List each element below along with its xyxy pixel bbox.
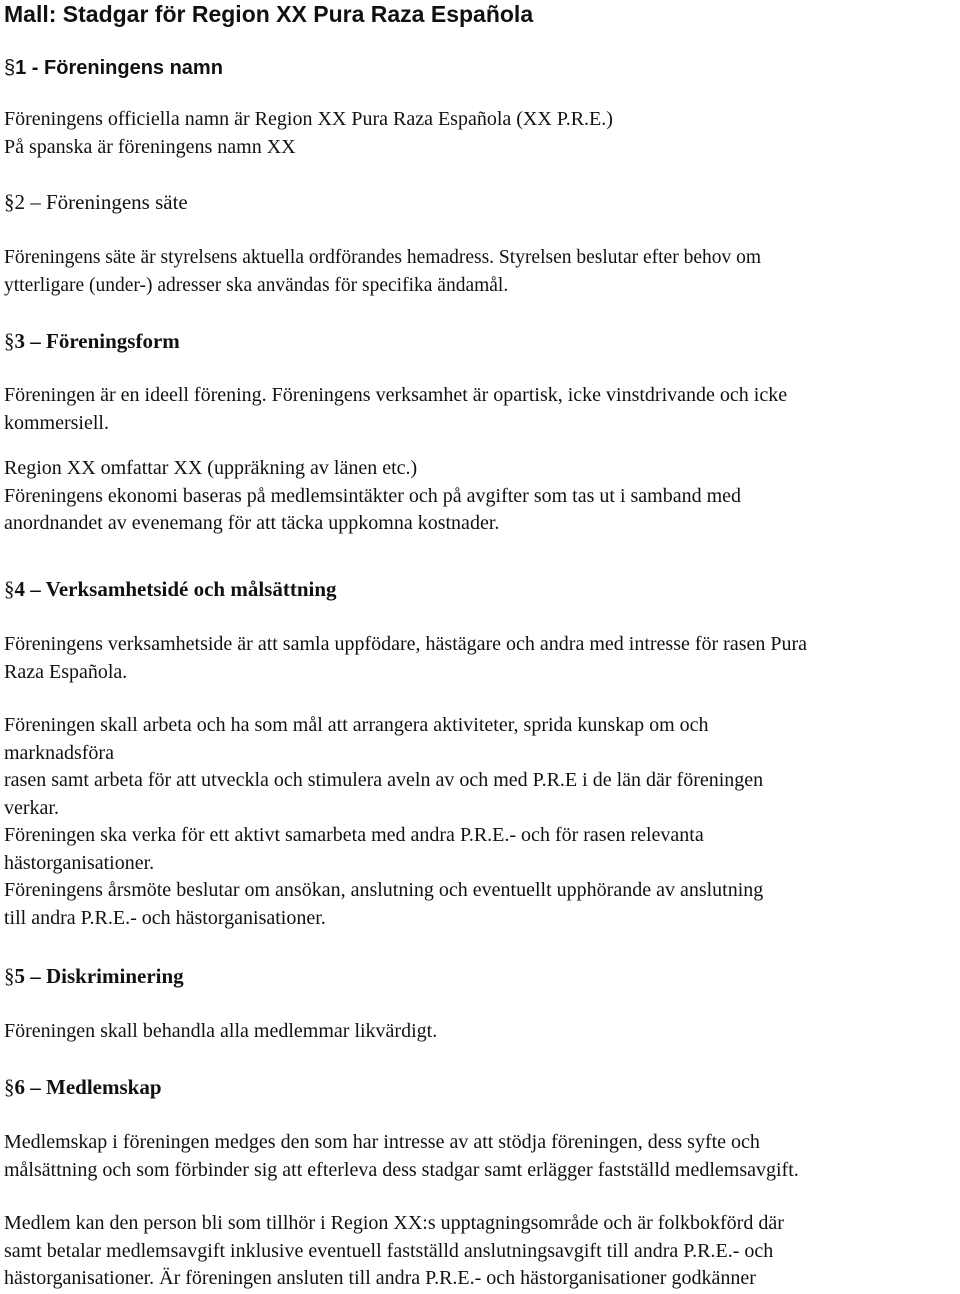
section-4-body	[4, 631, 807, 932]
paragraph-line: Raza Española.	[4, 660, 128, 683]
section-symbol: §	[4, 1075, 15, 1099]
paragraph-line: till andra P.R.E.- och hästorganisationer.	[4, 906, 326, 929]
paragraph-line: Föreningen skall behandla alla medlemmar likvärdigt.	[4, 1020, 438, 1042]
paragraph-line: Föreningen skall arbeta och ha som mål att arrangera aktiviteter, sprida kunskap om och	[4, 714, 709, 736]
section-5-title: 5 – Diskriminering	[14, 964, 184, 988]
section-4-title: 4 – Verksamhetsidé och målsättning	[14, 577, 337, 601]
document-title-wrap	[4, 0, 533, 28]
section-1-heading	[4, 54, 223, 82]
document-title: Mall: Stadgar för Region XX Pura Raza Española	[4, 1, 534, 27]
paragraph-line: kommersiell.	[4, 411, 109, 434]
section-symbol: §	[4, 57, 16, 79]
paragraph-line: rasen samt arbeta för att utveckla och stimulera aveln av och med P.R.E i de län där föreningen	[4, 769, 764, 791]
paragraph-line: Föreningen ska verka för ett aktivt samarbeta med andra P.R.E.- och för rasen relevanta	[4, 824, 704, 846]
paragraph-line: hästorganisationer.	[4, 851, 155, 874]
section-5-body	[4, 1018, 437, 1046]
paragraph-line: anordnandet av evenemang för att täcka uppkomna kostnader.	[4, 512, 500, 534]
section-symbol: §	[4, 190, 15, 214]
section-symbol: §	[4, 329, 15, 353]
section-2-body	[4, 244, 761, 299]
paragraph-line: verkar.	[4, 796, 59, 819]
section-3-title: 3 – Föreningsform	[14, 329, 180, 353]
paragraph-line: Region XX omfattar XX (uppräkning av länen etc.)	[4, 457, 418, 479]
paragraph-line: samt betalar medlemsavgift inklusive eventuell fastställd anslutningsavgift till andra P.R.E.- och	[4, 1239, 774, 1262]
paragraph-line: Föreningens verksamhetside är att samla uppfödare, hästägare och andra med intresse för rasen Pura	[4, 633, 808, 655]
section-6-heading	[4, 1073, 162, 1101]
section-2-title: 2 – Föreningens säte	[14, 190, 188, 214]
paragraph-line: Föreningens årsmöte beslutar om ansökan, anslutning och eventuellt upphörande av anslutning	[4, 879, 764, 901]
section-4-heading	[4, 575, 337, 603]
section-5-heading	[4, 962, 184, 990]
section-3-heading	[4, 327, 180, 355]
section-symbol: §	[4, 964, 15, 988]
section-2-heading	[4, 188, 188, 216]
paragraph-line: Föreningens säte är styrelsens aktuella ordförandes hemadress. Styrelsen beslutar efter behov om	[4, 247, 762, 268]
paragraph-line: Föreningens officiella namn är Region XX Pura Raza Española (XX P.R.E.)	[4, 108, 613, 130]
paragraph-line: Medlemskap i föreningen medges den som har intresse av att stödja föreningen, dess syfte och	[4, 1131, 760, 1153]
section-6-body	[4, 1129, 799, 1293]
paragraph-line: marknadsföra	[4, 741, 114, 764]
paragraph-line: Medlem kan den person bli som tillhör i Region XX:s upptagningsområde och är folkbokförd där	[4, 1212, 784, 1234]
section-3-body	[4, 382, 787, 538]
paragraph-line: målsättning och som förbinder sig att efterleva dess stadgar samt erlägger fastställd medlemsavgift.	[4, 1158, 799, 1181]
paragraph-line: Föreningens ekonomi baseras på medlemsintäkter och på avgifter som tas ut i samband med	[4, 484, 742, 507]
paragraph-line: Föreningen är en ideell förening. Föreningens verksamhet är opartisk, icke vinstdrivande och icke	[4, 384, 788, 406]
paragraph-line: hästorganisationer. Är föreningen ansluten till andra P.R.E.- och hästorganisationer godkänner	[4, 1267, 756, 1289]
paragraph-line: ytterligare (under-) adresser ska användas för specifika ändamål.	[4, 274, 509, 296]
paragraph-line: På spanska är föreningens namn XX	[4, 135, 296, 158]
section-symbol: §	[4, 577, 15, 601]
section-1-body	[4, 106, 613, 161]
section-1-title: 1 - Föreningens namn	[15, 57, 223, 79]
section-6-title: 6 – Medlemskap	[14, 1075, 162, 1099]
